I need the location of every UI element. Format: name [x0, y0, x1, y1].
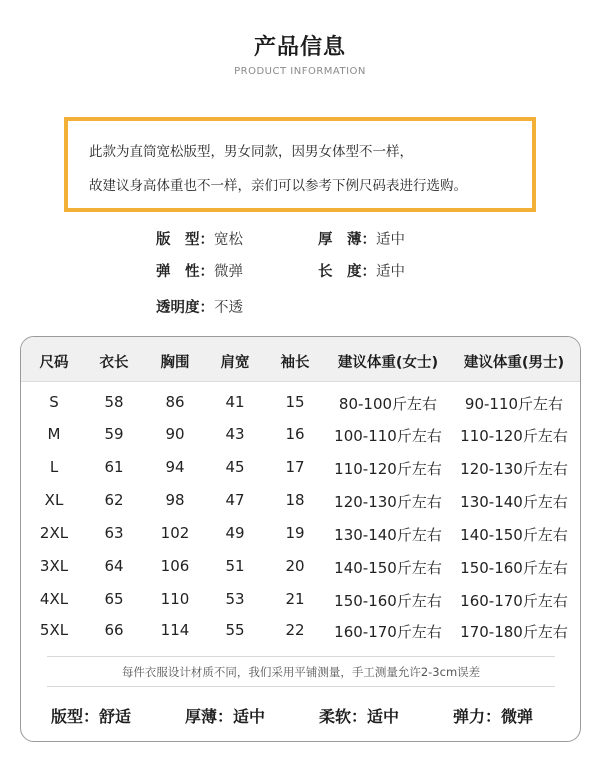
- cell-weight-women: 120-130斤左右: [334, 493, 442, 511]
- cell-sleeve: 21: [285, 590, 305, 608]
- attribute-thickness: [318, 228, 405, 249]
- cell-size: S: [49, 393, 59, 411]
- cell-shoulder: 43: [225, 425, 245, 443]
- feature-thickness: 厚薄：适中: [185, 707, 266, 726]
- cell-size: L: [49, 458, 59, 476]
- notice-line-2: 故建议身高体重也不一样，亲们可以参考下例尺码表进行选购。: [89, 178, 467, 194]
- cell-weight-women: 80-100斤左右: [338, 395, 438, 413]
- cell-weight-women: 160-170斤左右: [334, 623, 442, 641]
- cell-sleeve: 18: [285, 491, 305, 509]
- cell-length: 58: [104, 393, 124, 411]
- header-sleeve: 袖长: [280, 355, 310, 371]
- cell-size: 5XL: [39, 621, 69, 639]
- cell-size: 2XL: [39, 524, 69, 542]
- attribute-fit: [156, 228, 243, 249]
- attribute-key: 厚 薄：: [318, 232, 376, 248]
- table-row: [21, 524, 580, 556]
- attribute-value: 微弹: [214, 264, 243, 280]
- size-table-header: [21, 337, 580, 382]
- cell-length: 61: [104, 458, 124, 476]
- cell-chest: 106: [160, 557, 190, 575]
- cell-weight-women: 140-150斤左右: [334, 559, 442, 577]
- feature-fit: 版型：舒适: [51, 707, 132, 726]
- attribute-value: 宽松: [214, 232, 243, 248]
- cell-weight-men: 110-120斤左右: [460, 427, 568, 445]
- cell-shoulder: 53: [225, 590, 245, 608]
- measurement-note: 每件衣服设计材质不同，我们采用平铺测量，手工测量允许2-3cm误差: [47, 656, 555, 687]
- attribute-elasticity: [156, 260, 243, 281]
- cell-size: XL: [44, 491, 64, 509]
- header-chest: 胸围: [160, 355, 190, 371]
- notice-line-1: 此款为直筒宽松版型，男女同款，因男女体型不一样，: [89, 144, 413, 160]
- cell-shoulder: 41: [225, 393, 245, 411]
- attribute-key: 弹 性：: [156, 264, 214, 280]
- cell-weight-men: 120-130斤左右: [460, 460, 568, 478]
- cell-shoulder: 55: [225, 621, 245, 639]
- cell-shoulder: 45: [225, 458, 245, 476]
- cell-chest: 102: [160, 524, 190, 542]
- cell-chest: 90: [165, 425, 185, 443]
- cell-weight-women: 150-160斤左右: [334, 592, 442, 610]
- attribute-value: 不透: [214, 300, 243, 316]
- cell-weight-women: 100-110斤左右: [334, 427, 442, 445]
- table-row: [21, 425, 580, 457]
- cell-length: 65: [104, 590, 124, 608]
- table-row: [21, 557, 580, 589]
- table-row: [21, 393, 580, 425]
- table-row: [21, 491, 580, 523]
- size-notice-box: [64, 117, 536, 212]
- cell-weight-men: 130-140斤左右: [460, 493, 568, 511]
- cell-shoulder: 51: [225, 557, 245, 575]
- attribute-transparency: [156, 296, 243, 317]
- cell-chest: 110: [160, 590, 190, 608]
- cell-weight-men: 170-180斤左右: [460, 623, 568, 641]
- cell-size: M: [47, 425, 61, 443]
- cell-length: 64: [104, 557, 124, 575]
- cell-sleeve: 20: [285, 557, 305, 575]
- cell-size: 4XL: [39, 590, 69, 608]
- cell-shoulder: 49: [225, 524, 245, 542]
- cell-weight-women: 110-120斤左右: [334, 460, 442, 478]
- cell-sleeve: 16: [285, 425, 305, 443]
- cell-weight-women: 130-140斤左右: [334, 526, 442, 544]
- cell-sleeve: 22: [285, 621, 305, 639]
- cell-length: 59: [104, 425, 124, 443]
- cell-length: 66: [104, 621, 124, 639]
- cell-chest: 114: [160, 621, 190, 639]
- header-length: 衣长: [99, 355, 129, 371]
- attribute-value: 适中: [376, 232, 405, 248]
- feature-softness: 柔软：适中: [319, 707, 400, 726]
- attribute-key: 透明度：: [156, 300, 214, 316]
- header-size: 尺码: [39, 355, 69, 371]
- cell-weight-men: 160-170斤左右: [460, 592, 568, 610]
- header-shoulder: 肩宽: [220, 355, 250, 371]
- attribute-length: [318, 260, 405, 281]
- attribute-key: 版 型：: [156, 232, 214, 248]
- cell-sleeve: 19: [285, 524, 305, 542]
- cell-chest: 98: [165, 491, 185, 509]
- page-title: 产品信息: [253, 35, 346, 60]
- cell-weight-men: 140-150斤左右: [460, 526, 568, 544]
- cell-shoulder: 47: [225, 491, 245, 509]
- attribute-key: 长 度：: [318, 264, 376, 280]
- cell-sleeve: 17: [285, 458, 305, 476]
- page-subtitle: PRODUCT INFORMATION: [234, 66, 366, 77]
- size-chart-card: [20, 336, 581, 742]
- cell-sleeve: 15: [285, 393, 305, 411]
- feature-elasticity: 弹力：微弹: [453, 707, 534, 726]
- table-row: [21, 458, 580, 490]
- header-weight-men: 建议体重(男士): [463, 355, 565, 371]
- attribute-value: 适中: [376, 264, 405, 280]
- cell-chest: 94: [165, 458, 185, 476]
- cell-length: 63: [104, 524, 124, 542]
- cell-size: 3XL: [39, 557, 69, 575]
- attribute-list: [156, 228, 456, 328]
- cell-weight-men: 90-110斤左右: [464, 395, 564, 413]
- cell-chest: 86: [165, 393, 185, 411]
- cell-weight-men: 150-160斤左右: [460, 559, 568, 577]
- header-weight-women: 建议体重(女士): [337, 355, 439, 371]
- cell-length: 62: [104, 491, 124, 509]
- table-row: [21, 621, 580, 653]
- table-row: [21, 590, 580, 622]
